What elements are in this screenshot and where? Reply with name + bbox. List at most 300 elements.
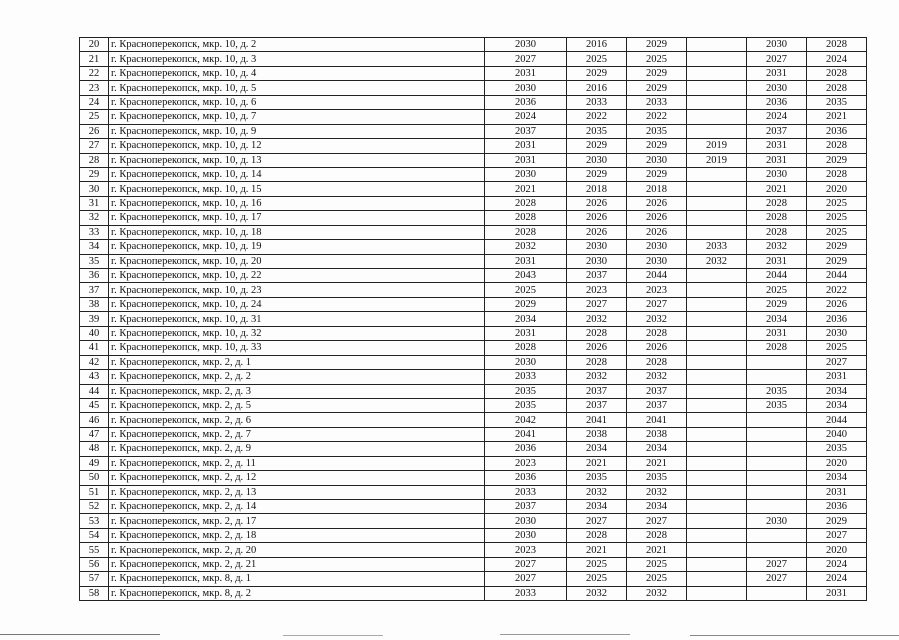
year-cell-3: 2034 <box>627 500 687 514</box>
year-cell-5: 2035 <box>747 398 807 412</box>
row-number-cell: 35 <box>80 254 109 268</box>
year-cell-6: 2027 <box>807 355 867 369</box>
address-cell: г. Красноперекопск, мкр. 2, д. 17 <box>109 514 485 528</box>
address-cell: г. Красноперекопск, мкр. 8, д. 2 <box>109 586 485 600</box>
table-row <box>80 355 867 369</box>
year-cell-5: 2044 <box>747 269 807 283</box>
table-row <box>80 427 867 441</box>
row-number-cell: 39 <box>80 312 109 326</box>
year-cell-4 <box>687 543 747 557</box>
year-cell-6: 2028 <box>807 66 867 80</box>
row-number-cell: 25 <box>80 110 109 124</box>
table-row <box>80 485 867 499</box>
year-cell-5: 2035 <box>747 384 807 398</box>
year-cell-3: 2022 <box>627 110 687 124</box>
year-cell-4 <box>687 341 747 355</box>
table-row <box>80 528 867 542</box>
year-cell-1: 2028 <box>485 341 567 355</box>
year-cell-6: 2024 <box>807 557 867 571</box>
year-cell-5 <box>747 370 807 384</box>
year-cell-2: 2035 <box>567 471 627 485</box>
table-row <box>80 442 867 456</box>
year-cell-2: 2021 <box>567 456 627 470</box>
table-row <box>80 341 867 355</box>
year-cell-5: 2028 <box>747 211 807 225</box>
year-cell-1: 2030 <box>485 81 567 95</box>
year-cell-1: 2028 <box>485 196 567 210</box>
row-number-cell: 48 <box>80 442 109 456</box>
year-cell-5 <box>747 500 807 514</box>
address-cell: г. Красноперекопск, мкр. 10, д. 4 <box>109 66 485 80</box>
year-cell-4: 2032 <box>687 254 747 268</box>
row-number-cell: 51 <box>80 485 109 499</box>
year-cell-2: 2038 <box>567 427 627 441</box>
year-cell-2: 2037 <box>567 269 627 283</box>
table-body <box>80 38 867 601</box>
year-cell-4 <box>687 225 747 239</box>
row-number-cell: 26 <box>80 124 109 138</box>
year-cell-3: 2037 <box>627 398 687 412</box>
year-cell-1: 2030 <box>485 167 567 181</box>
year-cell-2: 2032 <box>567 485 627 499</box>
year-cell-5 <box>747 528 807 542</box>
address-cell: г. Красноперекопск, мкр. 10, д. 5 <box>109 81 485 95</box>
year-cell-1: 2030 <box>485 355 567 369</box>
table-row <box>80 557 867 571</box>
address-cell: г. Красноперекопск, мкр. 10, д. 13 <box>109 153 485 167</box>
address-cell: г. Красноперекопск, мкр. 2, д. 6 <box>109 413 485 427</box>
year-cell-6: 2036 <box>807 312 867 326</box>
year-cell-5: 2031 <box>747 254 807 268</box>
year-cell-4: 2019 <box>687 139 747 153</box>
year-cell-6: 2028 <box>807 139 867 153</box>
year-cell-1: 2036 <box>485 471 567 485</box>
year-cell-1: 2029 <box>485 297 567 311</box>
year-cell-2: 2025 <box>567 557 627 571</box>
address-cell: г. Красноперекопск, мкр. 10, д. 2 <box>109 38 485 52</box>
table-row <box>80 153 867 167</box>
row-number-cell: 45 <box>80 398 109 412</box>
address-cell: г. Красноперекопск, мкр. 2, д. 3 <box>109 384 485 398</box>
scan-artifact-line <box>690 635 899 636</box>
year-cell-3: 2037 <box>627 384 687 398</box>
address-cell: г. Красноперекопск, мкр. 2, д. 9 <box>109 442 485 456</box>
table-row <box>80 471 867 485</box>
year-cell-2: 2028 <box>567 326 627 340</box>
table-row <box>80 66 867 80</box>
year-cell-6: 2034 <box>807 384 867 398</box>
table-row <box>80 139 867 153</box>
year-cell-1: 2023 <box>485 543 567 557</box>
year-cell-3: 2025 <box>627 557 687 571</box>
year-cell-4 <box>687 182 747 196</box>
year-cell-1: 2041 <box>485 427 567 441</box>
year-cell-5 <box>747 586 807 600</box>
address-cell: г. Красноперекопск, мкр. 10, д. 31 <box>109 312 485 326</box>
year-cell-6: 2020 <box>807 456 867 470</box>
year-cell-6: 2031 <box>807 586 867 600</box>
year-cell-1: 2037 <box>485 124 567 138</box>
year-cell-3: 2035 <box>627 124 687 138</box>
table-row <box>80 211 867 225</box>
row-number-cell: 55 <box>80 543 109 557</box>
year-cell-4 <box>687 297 747 311</box>
scan-artifact-line <box>0 634 160 635</box>
year-cell-5 <box>747 413 807 427</box>
year-cell-2: 2028 <box>567 528 627 542</box>
year-cell-4 <box>687 427 747 441</box>
year-cell-2: 2027 <box>567 514 627 528</box>
year-cell-4 <box>687 557 747 571</box>
year-cell-2: 2026 <box>567 196 627 210</box>
year-cell-2: 2018 <box>567 182 627 196</box>
table-row <box>80 124 867 138</box>
row-number-cell: 24 <box>80 95 109 109</box>
address-cell: г. Красноперекопск, мкр. 10, д. 32 <box>109 326 485 340</box>
year-cell-6: 2024 <box>807 572 867 586</box>
year-cell-1: 2031 <box>485 139 567 153</box>
year-cell-3: 2018 <box>627 182 687 196</box>
year-cell-3: 2026 <box>627 225 687 239</box>
row-number-cell: 42 <box>80 355 109 369</box>
year-cell-4 <box>687 211 747 225</box>
year-cell-4 <box>687 384 747 398</box>
table-row <box>80 543 867 557</box>
address-cell: г. Красноперекопск, мкр. 2, д. 18 <box>109 528 485 542</box>
year-cell-3: 2035 <box>627 471 687 485</box>
year-cell-3: 2029 <box>627 167 687 181</box>
address-cell: г. Красноперекопск, мкр. 8, д. 1 <box>109 572 485 586</box>
year-cell-4 <box>687 398 747 412</box>
year-cell-6: 2044 <box>807 269 867 283</box>
address-cell: г. Красноперекопск, мкр. 10, д. 33 <box>109 341 485 355</box>
address-cell: г. Красноперекопск, мкр. 10, д. 15 <box>109 182 485 196</box>
table-row <box>80 225 867 239</box>
address-cell: г. Красноперекопск, мкр. 2, д. 5 <box>109 398 485 412</box>
year-cell-2: 2029 <box>567 167 627 181</box>
row-number-cell: 27 <box>80 139 109 153</box>
year-cell-6: 2029 <box>807 153 867 167</box>
year-cell-5: 2030 <box>747 38 807 52</box>
year-cell-5: 2025 <box>747 283 807 297</box>
address-cell: г. Красноперекопск, мкр. 10, д. 24 <box>109 297 485 311</box>
year-cell-2: 2033 <box>567 95 627 109</box>
year-cell-4 <box>687 283 747 297</box>
year-cell-6: 2025 <box>807 341 867 355</box>
year-cell-3: 2032 <box>627 370 687 384</box>
year-cell-4 <box>687 500 747 514</box>
year-cell-1: 2033 <box>485 370 567 384</box>
year-cell-5 <box>747 471 807 485</box>
row-number-cell: 54 <box>80 528 109 542</box>
table-row <box>80 283 867 297</box>
year-cell-1: 2032 <box>485 240 567 254</box>
year-cell-2: 2037 <box>567 384 627 398</box>
row-number-cell: 40 <box>80 326 109 340</box>
year-cell-3: 2025 <box>627 572 687 586</box>
year-cell-5: 2036 <box>747 95 807 109</box>
year-cell-3: 2026 <box>627 196 687 210</box>
table-row <box>80 81 867 95</box>
year-cell-1: 2033 <box>485 485 567 499</box>
year-cell-5: 2037 <box>747 124 807 138</box>
table-row <box>80 514 867 528</box>
year-cell-5: 2034 <box>747 312 807 326</box>
year-cell-6: 2026 <box>807 297 867 311</box>
year-cell-3: 2021 <box>627 543 687 557</box>
year-cell-5: 2031 <box>747 153 807 167</box>
address-cell: г. Красноперекопск, мкр. 10, д. 16 <box>109 196 485 210</box>
year-cell-1: 2021 <box>485 182 567 196</box>
row-number-cell: 21 <box>80 52 109 66</box>
address-cell: г. Красноперекопск, мкр. 10, д. 14 <box>109 167 485 181</box>
address-cell: г. Красноперекопск, мкр. 2, д. 20 <box>109 543 485 557</box>
year-cell-4 <box>687 586 747 600</box>
year-cell-6: 2035 <box>807 95 867 109</box>
year-cell-6: 2029 <box>807 254 867 268</box>
row-number-cell: 20 <box>80 38 109 52</box>
address-cell: г. Красноперекопск, мкр. 2, д. 11 <box>109 456 485 470</box>
year-cell-3: 2021 <box>627 456 687 470</box>
year-cell-3: 2030 <box>627 153 687 167</box>
year-cell-4 <box>687 312 747 326</box>
year-cell-2: 2035 <box>567 124 627 138</box>
repair-schedule-table <box>79 37 867 601</box>
table-row <box>80 500 867 514</box>
year-cell-5: 2030 <box>747 514 807 528</box>
row-number-cell: 53 <box>80 514 109 528</box>
year-cell-4 <box>687 269 747 283</box>
table-row <box>80 312 867 326</box>
year-cell-4 <box>687 355 747 369</box>
year-cell-2: 2029 <box>567 66 627 80</box>
year-cell-1: 2025 <box>485 283 567 297</box>
row-number-cell: 28 <box>80 153 109 167</box>
row-number-cell: 32 <box>80 211 109 225</box>
row-number-cell: 29 <box>80 167 109 181</box>
year-cell-3: 2028 <box>627 355 687 369</box>
year-cell-4 <box>687 456 747 470</box>
year-cell-5 <box>747 442 807 456</box>
year-cell-2: 2030 <box>567 240 627 254</box>
row-number-cell: 46 <box>80 413 109 427</box>
year-cell-4 <box>687 66 747 80</box>
year-cell-3: 2027 <box>627 297 687 311</box>
address-cell: г. Красноперекопск, мкр. 2, д. 1 <box>109 355 485 369</box>
year-cell-3: 2032 <box>627 312 687 326</box>
year-cell-1: 2030 <box>485 514 567 528</box>
address-cell: г. Красноперекопск, мкр. 10, д. 7 <box>109 110 485 124</box>
year-cell-5: 2030 <box>747 81 807 95</box>
year-cell-6: 2031 <box>807 485 867 499</box>
year-cell-2: 2032 <box>567 370 627 384</box>
year-cell-1: 2031 <box>485 254 567 268</box>
year-cell-6: 2022 <box>807 283 867 297</box>
year-cell-1: 2037 <box>485 500 567 514</box>
year-cell-5: 2027 <box>747 572 807 586</box>
year-cell-2: 2032 <box>567 312 627 326</box>
year-cell-6: 2028 <box>807 167 867 181</box>
row-number-cell: 56 <box>80 557 109 571</box>
year-cell-2: 2027 <box>567 297 627 311</box>
table-row <box>80 254 867 268</box>
year-cell-5: 2028 <box>747 225 807 239</box>
row-number-cell: 57 <box>80 572 109 586</box>
year-cell-3: 2029 <box>627 139 687 153</box>
address-cell: г. Красноперекопск, мкр. 10, д. 6 <box>109 95 485 109</box>
year-cell-2: 2029 <box>567 139 627 153</box>
table-row <box>80 269 867 283</box>
address-cell: г. Красноперекопск, мкр. 2, д. 14 <box>109 500 485 514</box>
row-number-cell: 22 <box>80 66 109 80</box>
year-cell-3: 2030 <box>627 254 687 268</box>
year-cell-1: 2033 <box>485 586 567 600</box>
row-number-cell: 30 <box>80 182 109 196</box>
year-cell-6: 2035 <box>807 442 867 456</box>
year-cell-3: 2034 <box>627 442 687 456</box>
year-cell-1: 2030 <box>485 38 567 52</box>
table-row <box>80 110 867 124</box>
row-number-cell: 33 <box>80 225 109 239</box>
year-cell-2: 2022 <box>567 110 627 124</box>
year-cell-5 <box>747 355 807 369</box>
year-cell-1: 2027 <box>485 572 567 586</box>
row-number-cell: 50 <box>80 471 109 485</box>
year-cell-1: 2042 <box>485 413 567 427</box>
row-number-cell: 58 <box>80 586 109 600</box>
year-cell-2: 2016 <box>567 81 627 95</box>
year-cell-1: 2031 <box>485 153 567 167</box>
year-cell-4 <box>687 471 747 485</box>
year-cell-3: 2032 <box>627 586 687 600</box>
address-cell: г. Красноперекопск, мкр. 10, д. 22 <box>109 269 485 283</box>
year-cell-4 <box>687 370 747 384</box>
year-cell-1: 2035 <box>485 398 567 412</box>
year-cell-1: 2023 <box>485 456 567 470</box>
year-cell-3: 2029 <box>627 81 687 95</box>
year-cell-2: 2034 <box>567 500 627 514</box>
year-cell-5: 2021 <box>747 182 807 196</box>
table-row <box>80 326 867 340</box>
year-cell-6: 2040 <box>807 427 867 441</box>
year-cell-4: 2019 <box>687 153 747 167</box>
row-number-cell: 36 <box>80 269 109 283</box>
year-cell-3: 2044 <box>627 269 687 283</box>
year-cell-2: 2028 <box>567 355 627 369</box>
row-number-cell: 44 <box>80 384 109 398</box>
year-cell-4 <box>687 413 747 427</box>
year-cell-6: 2036 <box>807 500 867 514</box>
year-cell-4 <box>687 38 747 52</box>
year-cell-4: 2033 <box>687 240 747 254</box>
table-row <box>80 572 867 586</box>
year-cell-3: 2027 <box>627 514 687 528</box>
year-cell-1: 2036 <box>485 442 567 456</box>
year-cell-5 <box>747 543 807 557</box>
year-cell-1: 2031 <box>485 66 567 80</box>
address-cell: г. Красноперекопск, мкр. 10, д. 18 <box>109 225 485 239</box>
address-cell: г. Красноперекопск, мкр. 10, д. 12 <box>109 139 485 153</box>
table-row <box>80 95 867 109</box>
year-cell-4 <box>687 485 747 499</box>
table-row <box>80 167 867 181</box>
year-cell-6: 2036 <box>807 124 867 138</box>
year-cell-4 <box>687 81 747 95</box>
year-cell-3: 2041 <box>627 413 687 427</box>
year-cell-4 <box>687 52 747 66</box>
year-cell-4 <box>687 110 747 124</box>
row-number-cell: 43 <box>80 370 109 384</box>
year-cell-6: 2029 <box>807 514 867 528</box>
table-row <box>80 398 867 412</box>
year-cell-5: 2028 <box>747 196 807 210</box>
address-cell: г. Красноперекопск, мкр. 10, д. 20 <box>109 254 485 268</box>
year-cell-3: 2026 <box>627 341 687 355</box>
address-cell: г. Красноперекопск, мкр. 10, д. 17 <box>109 211 485 225</box>
year-cell-1: 2027 <box>485 52 567 66</box>
table-row <box>80 240 867 254</box>
year-cell-1: 2024 <box>485 110 567 124</box>
year-cell-1: 2027 <box>485 557 567 571</box>
year-cell-5: 2030 <box>747 167 807 181</box>
table-row <box>80 586 867 600</box>
row-number-cell: 41 <box>80 341 109 355</box>
year-cell-6: 2029 <box>807 240 867 254</box>
year-cell-6: 2031 <box>807 370 867 384</box>
year-cell-2: 2026 <box>567 225 627 239</box>
year-cell-3: 2023 <box>627 283 687 297</box>
year-cell-4 <box>687 572 747 586</box>
year-cell-4 <box>687 514 747 528</box>
row-number-cell: 37 <box>80 283 109 297</box>
year-cell-5: 2031 <box>747 139 807 153</box>
year-cell-3: 2038 <box>627 427 687 441</box>
year-cell-6: 2030 <box>807 326 867 340</box>
year-cell-2: 2021 <box>567 543 627 557</box>
year-cell-5 <box>747 485 807 499</box>
year-cell-6: 2025 <box>807 196 867 210</box>
year-cell-3: 2033 <box>627 95 687 109</box>
address-cell: г. Красноперекопск, мкр. 10, д. 19 <box>109 240 485 254</box>
year-cell-6: 2021 <box>807 110 867 124</box>
address-cell: г. Красноперекопск, мкр. 2, д. 13 <box>109 485 485 499</box>
row-number-cell: 23 <box>80 81 109 95</box>
year-cell-4 <box>687 167 747 181</box>
year-cell-3: 2029 <box>627 66 687 80</box>
year-cell-1: 2043 <box>485 269 567 283</box>
scan-artifact-line <box>283 635 383 636</box>
year-cell-5: 2024 <box>747 110 807 124</box>
year-cell-4 <box>687 124 747 138</box>
year-cell-2: 2030 <box>567 254 627 268</box>
year-cell-5: 2027 <box>747 557 807 571</box>
year-cell-2: 2032 <box>567 586 627 600</box>
address-cell: г. Красноперекопск, мкр. 2, д. 7 <box>109 427 485 441</box>
year-cell-2: 2016 <box>567 38 627 52</box>
table-row <box>80 182 867 196</box>
year-cell-1: 2035 <box>485 384 567 398</box>
table-row <box>80 297 867 311</box>
table-row <box>80 196 867 210</box>
row-number-cell: 38 <box>80 297 109 311</box>
year-cell-3: 2030 <box>627 240 687 254</box>
year-cell-3: 2028 <box>627 326 687 340</box>
year-cell-4 <box>687 95 747 109</box>
year-cell-2: 2030 <box>567 153 627 167</box>
address-cell: г. Красноперекопск, мкр. 10, д. 9 <box>109 124 485 138</box>
address-cell: г. Красноперекопск, мкр. 2, д. 21 <box>109 557 485 571</box>
year-cell-5 <box>747 456 807 470</box>
